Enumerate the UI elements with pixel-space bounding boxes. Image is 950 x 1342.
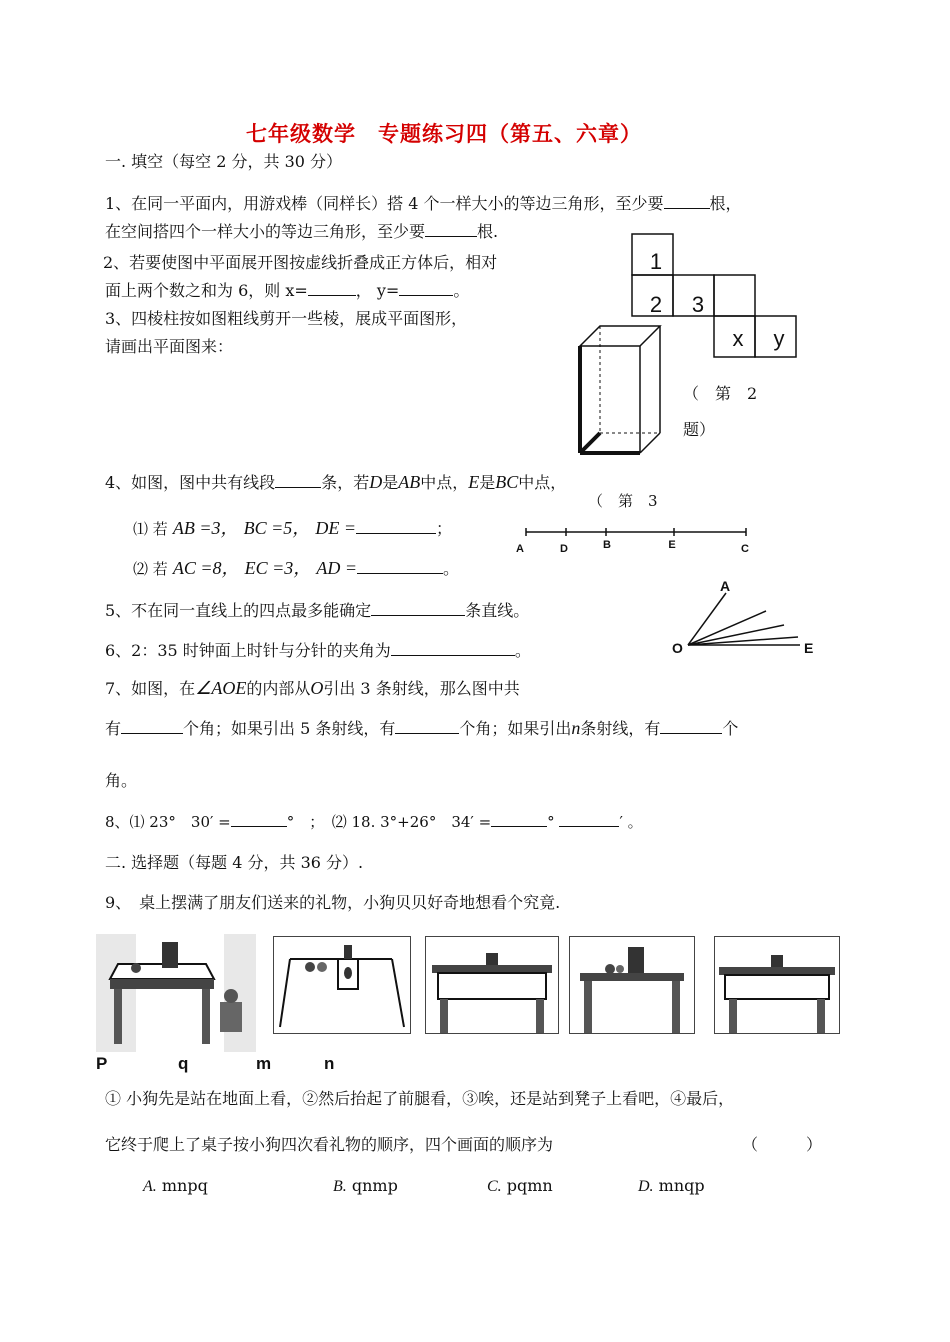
option-c-text: pqmn — [506, 1176, 553, 1195]
q7-blank-2[interactable] — [395, 717, 459, 734]
q7-var-n: n — [571, 718, 581, 738]
q6-blank[interactable] — [391, 639, 515, 656]
q2-text-c: 。 — [453, 281, 470, 300]
q5-line — [105, 598, 529, 621]
q4-sub-2 — [133, 554, 459, 580]
q2-text-a: 面上两个数之和为 6，则 x= — [105, 281, 308, 300]
q1-text-d: 根. — [477, 222, 499, 241]
option-a-letter: A. — [143, 1178, 157, 1195]
q7-line-3: 角。 — [105, 771, 138, 790]
angle-label-e: E — [804, 640, 814, 656]
q5-text-b: 条直线。 — [465, 601, 530, 620]
net-label-1: 1 — [649, 249, 663, 274]
section-1-heading: 一. 填空（每空 2 分，共 30 分） — [105, 152, 343, 171]
q4-blank-ad[interactable] — [357, 557, 443, 574]
option-d-text: mnqp — [658, 1176, 705, 1195]
q4-var-e: E — [468, 472, 480, 492]
q4-sub1-end: ； — [436, 519, 453, 538]
q4-sub1-prefix: ⑴ 若 — [133, 520, 168, 538]
fig2-caption-2: 题） — [683, 420, 716, 439]
q6-line — [105, 638, 531, 661]
q7-blank-1[interactable] — [121, 717, 183, 734]
segment-figure — [510, 522, 760, 558]
q8-text-b: ° ； ⑵ 18. 3°+26° 34′ = — [286, 813, 492, 831]
net-cell-blank — [714, 275, 755, 316]
section-2-heading: 二. 选择题（每题 4 分，共 36 分）. — [105, 853, 364, 872]
q5-text-a: 5、不在同一直线上的四点最多能确定 — [105, 601, 372, 620]
q7-text-d: 有 — [105, 719, 122, 738]
point-c: C — [741, 543, 749, 555]
q1-text-c: 在空间搭四个一样大小的等边三角形，至少要 — [105, 222, 426, 241]
q4-sub2-ad: AD = — [316, 558, 358, 578]
q4-var-bc: BC — [495, 472, 519, 492]
q9-line-2: 它终于爬上了桌子按小狗四次看礼物的顺序，四个画面的顺序为 — [105, 1135, 554, 1154]
angle-label-a: A — [720, 578, 731, 594]
q4-var-ab: AB — [398, 472, 421, 492]
q9-option-a[interactable] — [143, 1176, 208, 1196]
point-a: A — [516, 543, 524, 555]
net-label-3: 3 — [691, 292, 705, 317]
q4-text-c: 是 — [382, 473, 399, 492]
picture-q — [273, 936, 411, 1034]
q9-stem: 9、 桌上摆满了朋友们送来的礼物，小狗贝贝好奇地想看个究竟. — [105, 893, 561, 912]
option-d-letter: D. — [638, 1178, 654, 1195]
q8-blank-3[interactable] — [559, 810, 619, 827]
q7-text-b: 的内部从 — [246, 679, 311, 698]
q7-blank-3[interactable] — [660, 717, 722, 734]
q1-text-a: 1、在同一平面内，用游戏棒（同样长）搭 4 个一样大小的等边三角形，至少要 — [105, 194, 664, 213]
net-label-x: x — [732, 326, 744, 351]
q5-blank[interactable] — [371, 599, 465, 616]
q8-text-c: ° — [547, 813, 555, 831]
option-a-text: mnpq — [161, 1176, 208, 1195]
q4-sub1-bc: BC =5， — [243, 518, 311, 538]
fig2-caption-1: （ 第 2 — [683, 384, 758, 403]
pic-label-n: n — [324, 1054, 335, 1073]
q3-line-2: 请画出平面图来： — [105, 337, 234, 356]
q7-text-g: 条射线，有 — [580, 719, 661, 738]
q7-text-f: 个角；如果引出 — [459, 719, 572, 738]
q4-sub2-ac: AC =8， — [172, 558, 240, 578]
q7-text-e: 个角；如果引出 5 条射线，有 — [183, 719, 396, 738]
q9-option-d[interactable] — [638, 1176, 705, 1196]
q8-text-a: 8、⑴ 23° 30′ = — [105, 813, 231, 831]
q2-blank-y[interactable] — [399, 279, 453, 296]
q7-text-a: 7、如图，在 — [105, 679, 196, 698]
q2-line-1: 2、若要使图中平面展开图按虚线折叠成正方体后，相对 — [103, 253, 498, 272]
q4-sub-1 — [133, 514, 452, 540]
q8-blank-1[interactable] — [231, 810, 287, 827]
q7-line-1 — [105, 676, 520, 699]
q2-text-b: ， y= — [355, 281, 400, 300]
q4-text-d: 中点， — [420, 473, 469, 492]
q7-var-o: O — [310, 678, 324, 698]
q4-text-e: 是 — [479, 473, 496, 492]
q4-blank-count[interactable] — [275, 471, 321, 488]
q2-blank-x[interactable] — [308, 279, 356, 296]
picture-p — [96, 934, 256, 1052]
angle-figure — [666, 575, 826, 661]
q1-line-1 — [105, 191, 742, 214]
q9-option-c[interactable] — [487, 1176, 553, 1196]
q4-text-f: 中点， — [518, 473, 567, 492]
option-c-letter: C. — [487, 1178, 502, 1195]
option-b-letter: B. — [333, 1178, 347, 1195]
q2-line-2 — [105, 278, 469, 301]
option-b-text: qnmp — [351, 1176, 398, 1195]
point-b: B — [603, 539, 611, 551]
q4-sub2-ec: EC =3， — [244, 558, 312, 578]
q1-text-b: 根， — [709, 194, 742, 213]
q4-sub1-ab: AB =3， — [172, 518, 239, 538]
page-title: 七年级数学 专题练习四（第五、六章） — [246, 121, 642, 146]
q7-line-2 — [105, 716, 738, 739]
q3-line-1: 3、四棱柱按如图粗线剪开一些棱，展成平面图形， — [105, 309, 468, 328]
q6-text-b: 。 — [514, 641, 531, 660]
q4-sub2-prefix: ⑵ 若 — [133, 560, 168, 578]
q4-sub1-de: DE = — [315, 518, 356, 538]
point-e: E — [668, 539, 676, 551]
point-d: D — [560, 543, 568, 555]
q4-text-b: 条，若 — [321, 473, 370, 492]
q7-text-h: 个 — [722, 719, 739, 738]
picture-n — [569, 936, 695, 1034]
q8-line — [105, 810, 643, 832]
q9-answer-paren[interactable]: （ ） — [742, 1135, 823, 1154]
q9-option-b[interactable] — [333, 1176, 398, 1196]
net-label-y: y — [773, 326, 785, 351]
fig3-caption: （ 第 3 — [588, 492, 658, 510]
q4-var-d: D — [369, 472, 383, 492]
q1-blank-2[interactable] — [425, 220, 477, 237]
q4-sub2-end: 。 — [443, 559, 460, 578]
picture-5 — [714, 936, 840, 1034]
pic-label-m: m — [256, 1054, 272, 1073]
q8-blank-2[interactable] — [491, 810, 547, 827]
q8-text-d: ′ 。 — [619, 813, 643, 831]
net-label-2: 2 — [649, 292, 663, 317]
q7-angle: ∠AOE — [195, 678, 247, 698]
pic-label-q: q — [178, 1054, 189, 1073]
pic-label-p: P — [96, 1054, 108, 1073]
q4-text-a: 4、如图，图中共有线段 — [105, 473, 276, 492]
q4-blank-de[interactable] — [356, 517, 436, 534]
angle-label-o: O — [672, 640, 683, 656]
q7-text-c: 引出 3 条射线，那么图中共 — [323, 679, 520, 698]
prism-figure — [570, 318, 670, 460]
picture-m — [425, 936, 559, 1034]
q1-line-2 — [105, 219, 498, 242]
q6-text-a: 6、2：35 时钟面上时针与分针的夹角为 — [105, 641, 391, 660]
q4-line-1 — [105, 470, 566, 493]
q9-line-1: ① 小狗先是站在地面上看，②然后抬起了前腿看，③唉，还是站到凳子上看吧，④最后， — [105, 1089, 735, 1108]
q1-blank-1[interactable] — [664, 192, 710, 209]
